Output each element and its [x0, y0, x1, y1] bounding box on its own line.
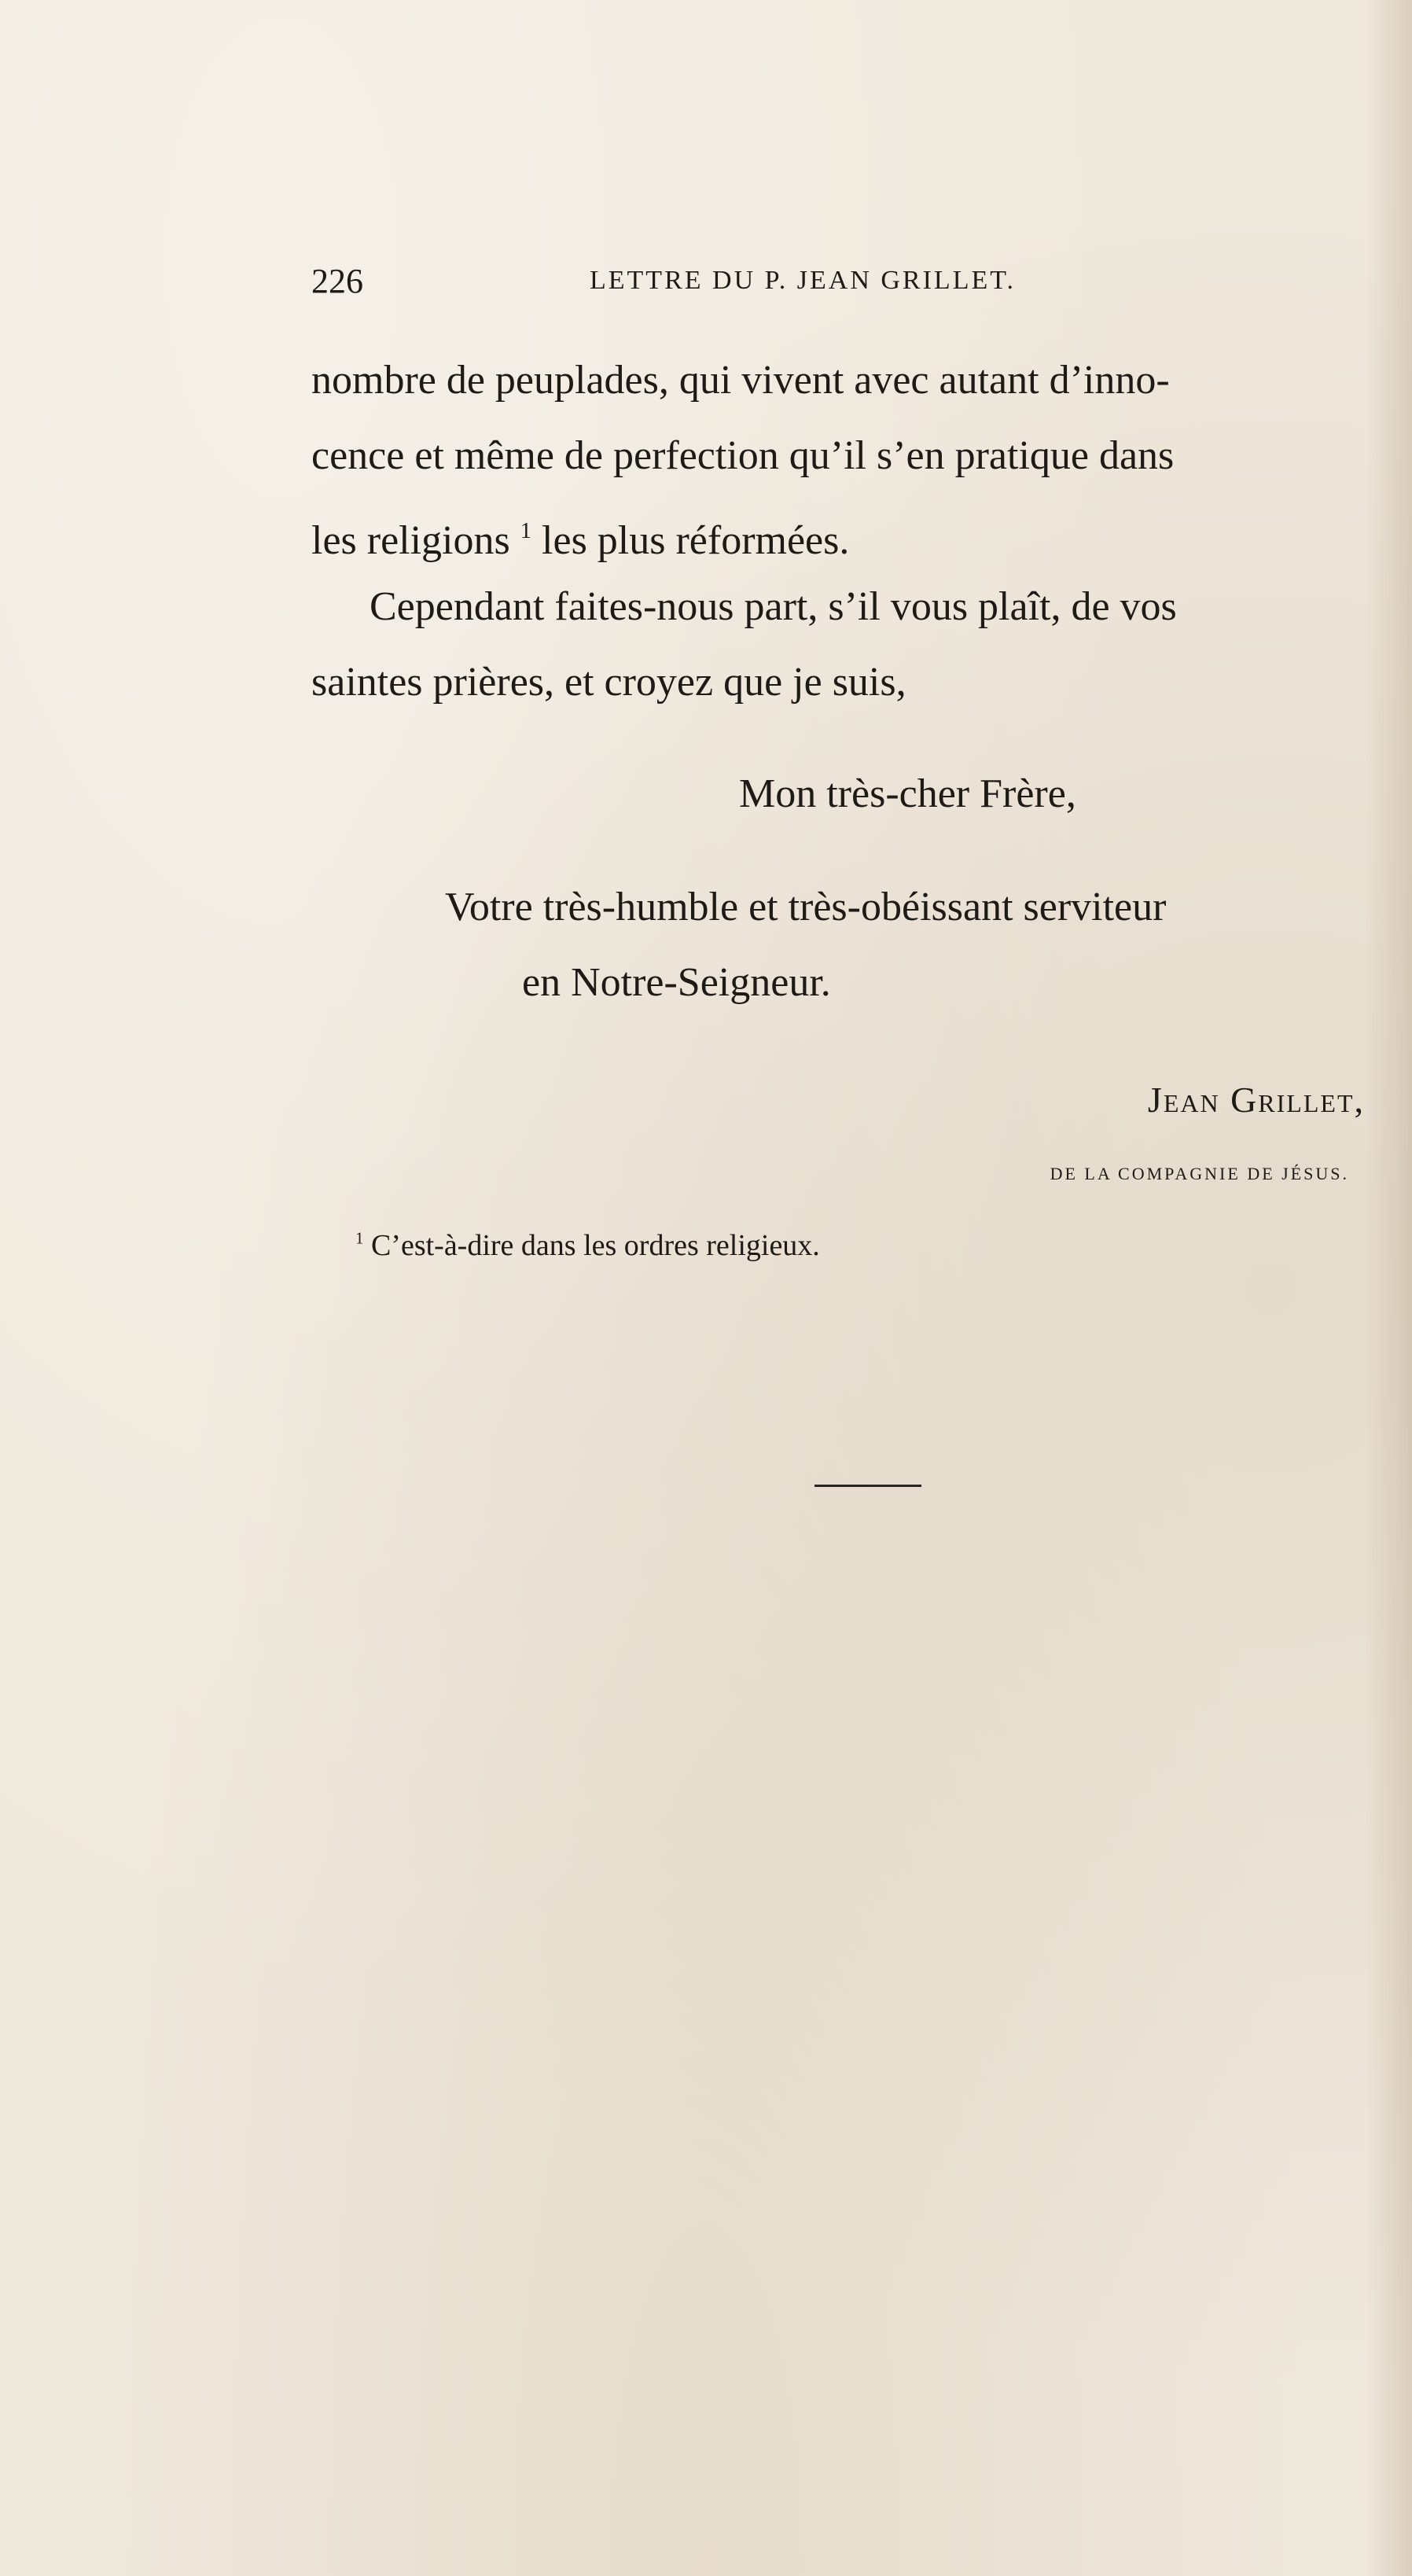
footnote — [355, 1228, 820, 1263]
closing-line-2: en Notre-Seigneur. — [522, 960, 831, 1005]
signature-name: Jean Grillet, — [1147, 1080, 1365, 1120]
body-line-3-end: les plus réformées. — [542, 518, 850, 564]
body-line-1: nombre de peuplades, qui vivent avec autant d’inno- — [311, 358, 1170, 403]
footnote-reference: 1 — [520, 519, 532, 543]
body-line-3 — [311, 494, 849, 579]
footnote-text: C’est-à-dire dans les ordres religieux. — [370, 1229, 820, 1262]
closing-salutation: Mon très-cher Frère, — [739, 771, 1076, 816]
body-line-3-start: les religions — [311, 518, 510, 564]
signature-company: DE LA COMPAGNIE DE JÉSUS. — [1050, 1164, 1349, 1183]
body-line-2: cence et même de perfection qu’il s’en pratique dans — [311, 433, 1175, 478]
running-head: LETTRE DU P. JEAN GRILLET. — [590, 266, 1016, 295]
page-header — [311, 261, 1390, 308]
body-line-5: saintes prières, et croyez que je suis, — [311, 660, 906, 705]
page-number: 226 — [311, 262, 363, 300]
end-rule — [814, 1485, 921, 1487]
footnote-marker: 1 — [355, 1228, 364, 1248]
body-line-4: Cependant faites-nous part, s’il vous plaît, de vos — [370, 584, 1177, 629]
closing-line-1: Votre très-humble et très-obéissant serviteur — [445, 885, 1167, 929]
